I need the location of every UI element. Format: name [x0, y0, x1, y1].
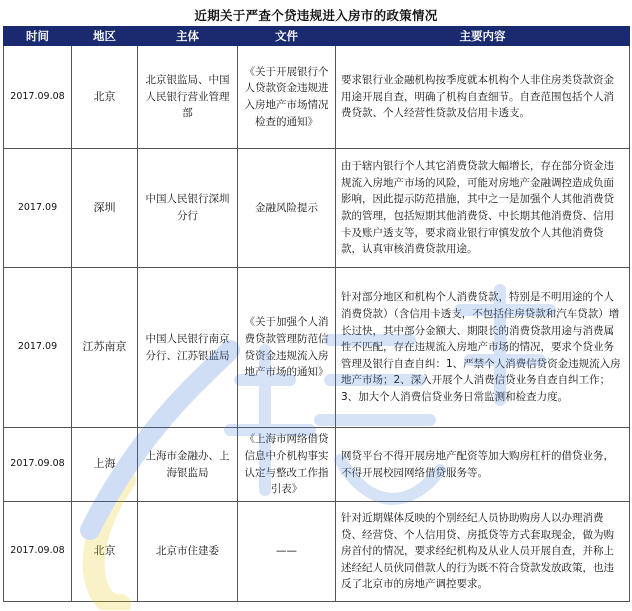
row-region: 江苏南京: [72, 268, 138, 428]
row-region: 北京: [72, 502, 138, 602]
table-row: [4, 268, 630, 428]
header-content: 主要内容: [336, 27, 630, 46]
row-issuer: 北京市住建委: [138, 502, 238, 602]
row-issuer: 上海市金融办、上海银监局: [138, 428, 238, 502]
header-date: 时间: [4, 27, 72, 46]
row-issuer: 中国人民银行深圳分行: [138, 149, 238, 268]
header-region: 地区: [72, 27, 138, 46]
row-content: 由于辖内银行个人其它消费贷款大幅增长，存在部分资金违规流入房地产市场的风险，可能对房地产金融调控造成负面影响，因此提示防范措施，其中之一是加强个人其他消费贷款的管理，包括短期其他消费贷、中长期其他消费贷、信用卡及账户透支等，要求商业银行审慎发放个人其他消费贷款，认真审核消费贷款用途。: [336, 149, 630, 268]
page-title: 近期关于严查个贷违规进入房市的政策情况: [194, 8, 438, 23]
row-region: 深圳: [72, 149, 138, 268]
row-date: 2017.09.08: [4, 502, 72, 602]
row-document: 《关于加强个人消费贷款管理防范信贷资金违规流入房地产市场的通知》: [238, 268, 336, 428]
row-issuer: 中国人民银行南京分行、江苏银监局: [138, 268, 238, 428]
row-date: 2017.09.08: [4, 46, 72, 149]
row-region: 北京: [72, 46, 138, 149]
row-content: 针对部分地区和机构个人消费贷款，特别是不明用途的个人消费贷款）（含信用卡透支，不包括住房贷款和汽车贷款）增长过快，其中部分金额大、期限长的消费贷款用途与消费属性不匹配，存在违规流入房地产市场的情况，要求个贷业务管理及银行自查自纠：1、严禁个人消费信贷资金违规流入房地产市场；2、深入开展个人消费信贷业务自查自纠工作；3、加大个人消费信贷业务日常监测和检查力度。: [336, 268, 630, 428]
policy-table: [3, 26, 630, 602]
row-date: 2017.09: [4, 268, 72, 428]
header-issuer: 主体: [138, 27, 238, 46]
row-document: 《关于开展银行个人贷款资金违规进入房地产市场情况检查的通知》: [238, 46, 336, 149]
table-header-row: [4, 27, 630, 46]
table-row: [4, 46, 630, 149]
row-region: 上海: [72, 428, 138, 502]
row-date: 2017.09.08: [4, 428, 72, 502]
row-content: 要求银行业金融机构按季度就本机构个人非住房类贷款资金用途开展自查，明确了机构自查细节。自查范围包括个人消费贷款、个人经营性贷款及信用卡透支。: [336, 46, 630, 149]
row-document: 《上海市网络借贷信息中介机构事实认定与整改工作指引表》: [238, 428, 336, 502]
row-issuer: 北京银监局、中国人民银行营业管理部: [138, 46, 238, 149]
row-content: 网贷平台不得开展房地产配资等加大购房杠杆的借贷业务，不得开展校园网络借贷服务等。: [336, 428, 630, 502]
table-row: [4, 428, 630, 502]
table-row: [4, 149, 630, 268]
row-content: 针对近期媒体反映的个别经纪人员协助购房人以办理消费贷、经营贷、个人信用贷、房抵贷等方式套取现金，做为购房首付的情况，要求经纪机构及从业人员开展自查，并称上述经纪人员伙同借款人的行为既不符合贷款发放政策，也违反了北京市的房地产调控要求。: [336, 502, 630, 602]
row-document: 金融风险提示: [238, 149, 336, 268]
header-document: 文件: [238, 27, 336, 46]
row-document: ——: [238, 502, 336, 602]
row-date: 2017.09: [4, 149, 72, 268]
table-row: [4, 502, 630, 602]
